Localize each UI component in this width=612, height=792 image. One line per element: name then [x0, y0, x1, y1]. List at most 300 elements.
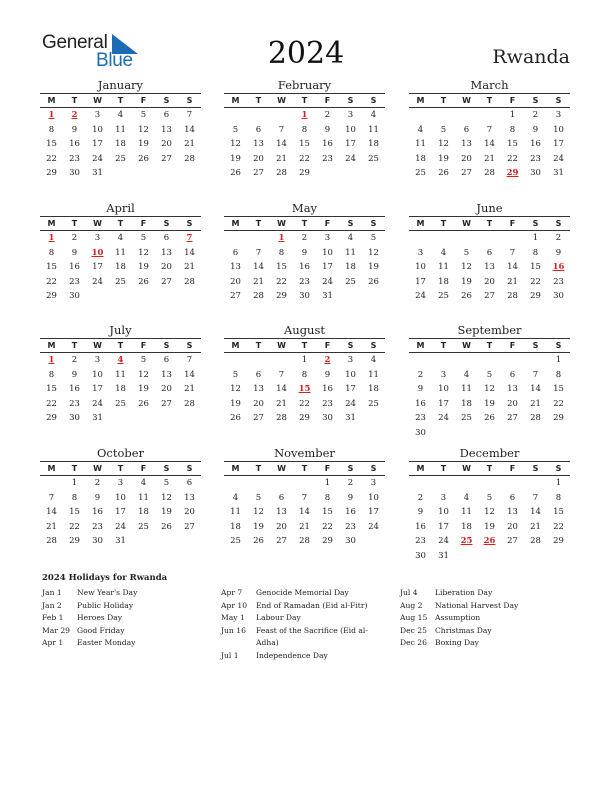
week-row	[409, 260, 570, 275]
day-cell: 12	[230, 384, 241, 394]
weekday-header: F	[140, 219, 147, 228]
day-cell	[501, 426, 524, 441]
day-cell: 26	[461, 291, 472, 301]
day-cell	[362, 534, 385, 549]
month-august	[224, 323, 385, 426]
day-cell: 5	[232, 124, 239, 135]
holiday-name: End of Ramadan (Eid al-Fitr)	[256, 600, 368, 610]
holiday-day-cell: 2	[324, 355, 331, 365]
day-cell	[132, 411, 155, 426]
day-cell	[432, 426, 455, 441]
weekday-header: T	[117, 219, 124, 228]
day-cell	[409, 476, 432, 491]
holiday-item	[221, 612, 374, 625]
day-cell	[155, 289, 178, 304]
day-cell: 3	[117, 478, 124, 488]
day-cell: 22	[553, 398, 564, 409]
day-cell	[247, 108, 270, 123]
weekday-header: F	[324, 341, 331, 350]
day-cell: 25	[461, 413, 472, 423]
day-cell: 28	[507, 291, 518, 301]
holiday-item	[42, 612, 195, 625]
holiday-name: Genocide Memorial Day	[256, 588, 349, 597]
holiday-column	[400, 587, 553, 650]
weekday-header: W	[277, 219, 286, 228]
day-cell	[155, 166, 178, 181]
week-row	[224, 246, 385, 261]
holiday-date: Apr 7	[221, 588, 243, 597]
day-cell: 10	[92, 369, 103, 380]
day-cell: 30	[69, 291, 80, 301]
day-cell: 7	[48, 492, 55, 503]
day-cell: 2	[71, 233, 78, 243]
day-cell	[524, 549, 547, 564]
month-march	[409, 78, 570, 181]
day-cell: 4	[370, 355, 377, 365]
weekday-header: S	[347, 341, 354, 350]
weekday-header: T	[71, 341, 78, 350]
day-cell: 14	[484, 139, 495, 149]
day-cell: 10	[438, 384, 449, 394]
day-cell: 26	[438, 168, 449, 178]
day-cell: 17	[368, 507, 379, 517]
day-cell: 3	[94, 110, 101, 120]
week-row	[40, 137, 201, 152]
holiday-day-cell: 2	[71, 110, 78, 120]
holiday-day-cell: 1	[48, 110, 55, 120]
day-cell: 11	[345, 247, 356, 258]
holiday-name: Liberation Day	[435, 588, 493, 597]
day-cell: 8	[48, 369, 55, 380]
weekday-header: S	[347, 464, 354, 473]
holiday-day-cell: 1	[278, 233, 285, 243]
day-cell: 19	[484, 398, 495, 409]
day-cell: 26	[138, 276, 149, 287]
holiday-date: Feb 1	[42, 613, 64, 622]
day-cell: 31	[553, 168, 564, 178]
weekday-header: T	[71, 96, 78, 105]
day-cell: 18	[461, 398, 472, 409]
day-cell: 7	[255, 247, 262, 258]
weekday-header: T	[440, 341, 447, 350]
day-cell: 31	[92, 168, 103, 178]
day-cell: 12	[138, 124, 149, 135]
day-cell: 5	[255, 492, 262, 503]
weekday-header-row	[224, 216, 385, 231]
weekday-header: W	[93, 464, 102, 473]
weekday-header: T	[255, 341, 262, 350]
day-cell: 20	[507, 398, 518, 409]
day-cell: 6	[186, 478, 193, 488]
day-cell: 13	[184, 492, 195, 503]
week-row	[40, 353, 201, 368]
day-cell	[224, 231, 247, 246]
day-cell: 12	[161, 492, 172, 503]
day-cell: 22	[299, 153, 310, 164]
day-cell: 3	[94, 233, 101, 243]
weekday-header-row	[40, 338, 201, 353]
day-cell: 24	[92, 153, 103, 164]
day-cell: 11	[368, 124, 379, 135]
day-cell: 5	[440, 124, 447, 135]
day-cell: 25	[115, 276, 126, 287]
day-cell: 4	[117, 110, 124, 120]
week-row	[409, 491, 570, 506]
day-cell: 26	[138, 398, 149, 409]
day-cell: 28	[276, 168, 287, 178]
day-cell: 3	[370, 478, 377, 488]
day-cell: 18	[368, 384, 379, 394]
weekday-header: T	[71, 464, 78, 473]
holiday-day-cell: 1	[48, 355, 55, 365]
week-row	[40, 520, 201, 535]
week-row	[40, 534, 201, 549]
week-row	[409, 137, 570, 152]
day-cell: 3	[440, 492, 447, 503]
day-cell	[409, 353, 432, 368]
day-cell: 27	[484, 291, 495, 301]
day-cell	[478, 426, 501, 441]
day-cell: 27	[507, 413, 518, 423]
week-row	[40, 491, 201, 506]
day-cell: 31	[322, 291, 333, 301]
day-cell: 23	[322, 398, 333, 409]
month-title: July	[109, 323, 132, 337]
day-cell: 15	[46, 384, 57, 394]
month-december	[409, 446, 570, 563]
day-cell: 23	[69, 276, 80, 287]
day-cell: 28	[253, 291, 264, 301]
day-cell: 27	[161, 276, 172, 287]
country-name: Rwanda	[492, 46, 570, 68]
day-cell	[432, 353, 455, 368]
weekday-header: M	[231, 96, 240, 105]
day-cell: 11	[461, 384, 472, 394]
week-row	[409, 123, 570, 138]
weekday-header: T	[255, 219, 262, 228]
day-cell: 3	[94, 355, 101, 365]
holiday-date: Dec 25	[400, 625, 427, 635]
day-cell: 18	[415, 153, 426, 164]
weekday-header: T	[301, 219, 308, 228]
day-cell: 5	[370, 233, 377, 243]
month-title: December	[459, 446, 520, 460]
day-cell: 17	[92, 262, 103, 272]
day-cell: 6	[255, 369, 262, 380]
weekday-header: S	[532, 341, 539, 350]
day-cell: 20	[484, 276, 495, 287]
day-cell: 1	[71, 478, 78, 488]
day-cell: 19	[253, 521, 264, 532]
day-cell	[178, 166, 201, 181]
day-cell: 1	[301, 355, 308, 365]
weekday-header: W	[462, 464, 471, 473]
holiday-date: Mar 29	[42, 625, 71, 635]
weekday-header: W	[462, 219, 471, 228]
week-row	[224, 108, 385, 123]
day-cell: 5	[140, 355, 147, 365]
holiday-item	[400, 625, 553, 638]
day-cell: 9	[417, 384, 424, 394]
weekday-header: F	[324, 96, 331, 105]
day-cell: 5	[232, 369, 239, 380]
day-cell	[455, 231, 478, 246]
weekday-header: S	[532, 219, 539, 228]
month-january	[40, 78, 201, 181]
day-cell	[339, 166, 362, 181]
week-row	[40, 382, 201, 397]
weekday-header: S	[186, 464, 193, 473]
day-cell: 12	[368, 247, 379, 258]
weekday-header: W	[277, 341, 286, 350]
day-cell: 27	[230, 291, 241, 301]
day-cell: 24	[92, 276, 103, 287]
day-cell: 6	[163, 233, 170, 243]
weekday-header: F	[140, 464, 147, 473]
weekday-header: T	[301, 341, 308, 350]
day-cell: 24	[368, 521, 379, 532]
week-row	[409, 505, 570, 520]
day-cell	[86, 289, 109, 304]
day-cell	[224, 108, 247, 123]
month-title: November	[274, 446, 335, 460]
week-row	[40, 123, 201, 138]
day-cell: 21	[276, 398, 287, 409]
day-cell	[524, 426, 547, 441]
week-row	[40, 108, 201, 123]
day-cell: 23	[345, 521, 356, 532]
day-cell: 7	[301, 492, 308, 503]
week-row	[409, 152, 570, 167]
weekday-header: T	[440, 464, 447, 473]
day-cell	[270, 108, 293, 123]
day-cell: 30	[530, 168, 541, 178]
day-cell: 12	[461, 262, 472, 272]
day-cell: 12	[484, 507, 495, 517]
day-cell: 8	[278, 247, 285, 258]
weekday-header: S	[555, 464, 562, 473]
holiday-day-cell: 16	[552, 262, 565, 272]
day-cell: 14	[299, 507, 310, 517]
day-cell: 28	[484, 168, 495, 178]
holiday-date: Jan 1	[42, 588, 62, 597]
day-cell: 16	[322, 139, 333, 149]
day-cell: 16	[322, 384, 333, 394]
day-cell: 22	[507, 153, 518, 164]
weekday-header: S	[186, 219, 193, 228]
week-row	[224, 275, 385, 290]
day-cell	[155, 411, 178, 426]
day-cell: 6	[278, 492, 285, 503]
day-cell: 31	[345, 413, 356, 423]
day-cell: 16	[69, 139, 80, 149]
day-cell: 28	[46, 536, 57, 546]
day-cell: 12	[230, 139, 241, 149]
month-title: June	[476, 201, 503, 215]
weekday-header: S	[347, 219, 354, 228]
day-cell: 11	[368, 369, 379, 380]
day-cell: 14	[184, 369, 195, 380]
weekday-header: T	[486, 464, 493, 473]
month-june	[409, 201, 570, 304]
day-cell: 11	[115, 124, 126, 135]
day-cell: 15	[553, 384, 564, 394]
day-cell: 24	[92, 398, 103, 409]
holiday-item	[400, 587, 553, 600]
week-row	[224, 476, 385, 491]
day-cell: 5	[140, 233, 147, 243]
day-cell: 14	[507, 262, 518, 272]
month-may	[224, 201, 385, 304]
day-cell	[362, 411, 385, 426]
day-cell: 7	[532, 492, 539, 503]
day-cell: 13	[507, 384, 518, 394]
day-cell: 31	[92, 413, 103, 423]
holiday-day-cell: 1	[301, 110, 308, 120]
day-cell	[409, 231, 432, 246]
day-cell: 2	[532, 110, 539, 120]
day-cell: 11	[461, 507, 472, 517]
month-april	[40, 201, 201, 304]
week-row	[224, 491, 385, 506]
day-cell: 15	[299, 139, 310, 149]
day-cell: 15	[507, 139, 518, 149]
holiday-day-cell: 25	[460, 536, 473, 546]
week-row	[409, 520, 570, 535]
weekday-header-row	[409, 216, 570, 231]
day-cell	[478, 231, 501, 246]
weekday-header: W	[93, 96, 102, 105]
day-cell: 21	[46, 521, 57, 532]
weekday-header: M	[47, 96, 56, 105]
weekday-header-row	[224, 461, 385, 476]
day-cell	[524, 476, 547, 491]
holiday-item	[221, 650, 374, 663]
week-row	[224, 520, 385, 535]
holiday-item	[42, 600, 195, 613]
day-cell	[155, 534, 178, 549]
day-cell: 16	[69, 384, 80, 394]
day-cell: 17	[553, 139, 564, 149]
day-cell: 24	[415, 291, 426, 301]
day-cell: 20	[253, 398, 264, 409]
holiday-name: National Harvest Day	[435, 600, 519, 610]
day-cell: 26	[230, 413, 241, 423]
weekday-header: S	[163, 341, 170, 350]
day-cell: 18	[345, 262, 356, 272]
day-cell: 11	[115, 369, 126, 380]
day-cell: 29	[322, 536, 333, 546]
day-cell: 26	[230, 168, 241, 178]
day-cell: 14	[276, 139, 287, 149]
day-cell: 16	[530, 139, 541, 149]
week-row	[409, 246, 570, 261]
holiday-item	[221, 625, 374, 650]
day-cell: 8	[48, 124, 55, 135]
holiday-item	[42, 587, 195, 600]
week-row	[224, 137, 385, 152]
day-cell: 18	[138, 507, 149, 517]
day-cell: 22	[46, 153, 57, 164]
day-cell	[109, 166, 132, 181]
week-row	[224, 353, 385, 368]
day-cell: 17	[345, 384, 356, 394]
week-row	[224, 166, 385, 181]
weekday-header: S	[370, 464, 377, 473]
day-cell: 23	[415, 413, 426, 423]
day-cell: 23	[69, 398, 80, 409]
day-cell: 14	[276, 384, 287, 394]
day-cell: 20	[253, 153, 264, 164]
day-cell: 7	[509, 247, 516, 258]
day-cell: 3	[417, 247, 424, 258]
day-cell	[455, 108, 478, 123]
day-cell: 9	[71, 247, 78, 258]
weekday-header: S	[555, 219, 562, 228]
day-cell: 19	[484, 521, 495, 532]
weekday-header: S	[370, 219, 377, 228]
day-cell: 10	[438, 507, 449, 517]
day-cell: 10	[115, 492, 126, 503]
day-cell: 22	[46, 398, 57, 409]
day-cell	[409, 108, 432, 123]
weekday-header: W	[462, 96, 471, 105]
day-cell: 4	[463, 492, 470, 503]
weekday-header: T	[117, 464, 124, 473]
holiday-name: Labour Day	[256, 613, 301, 622]
holiday-item	[400, 600, 553, 613]
day-cell: 15	[322, 507, 333, 517]
day-cell: 6	[163, 355, 170, 365]
day-cell: 1	[555, 355, 562, 365]
day-cell: 1	[532, 233, 539, 243]
day-cell: 4	[117, 233, 124, 243]
month-title: April	[106, 201, 135, 215]
day-cell: 28	[276, 413, 287, 423]
week-row	[40, 246, 201, 261]
day-cell: 20	[230, 276, 241, 287]
day-cell: 2	[94, 478, 101, 488]
day-cell: 20	[276, 521, 287, 532]
day-cell: 11	[138, 492, 149, 503]
day-cell: 9	[71, 369, 78, 380]
weekday-header: T	[255, 96, 262, 105]
day-cell	[132, 166, 155, 181]
day-cell: 19	[438, 153, 449, 164]
day-cell: 8	[301, 124, 308, 135]
day-cell: 26	[368, 276, 379, 287]
weekday-header: T	[117, 96, 124, 105]
day-cell: 28	[184, 153, 195, 164]
day-cell: 10	[345, 369, 356, 380]
day-cell	[478, 108, 501, 123]
month-title: September	[457, 323, 522, 337]
holiday-day-cell: 1	[48, 233, 55, 243]
day-cell: 7	[486, 124, 493, 135]
weekday-header: T	[255, 464, 262, 473]
week-row	[224, 534, 385, 549]
day-cell: 17	[438, 521, 449, 532]
day-cell: 20	[507, 521, 518, 532]
day-cell: 17	[345, 139, 356, 149]
day-cell: 3	[347, 110, 354, 120]
holiday-name: Feast of the Sacrifice (Eid al-Adha)	[256, 625, 368, 647]
holiday-day-cell: 4	[117, 355, 124, 365]
weekday-header: S	[532, 96, 539, 105]
day-cell: 1	[509, 110, 516, 120]
day-cell: 9	[555, 247, 562, 258]
week-row	[409, 411, 570, 426]
